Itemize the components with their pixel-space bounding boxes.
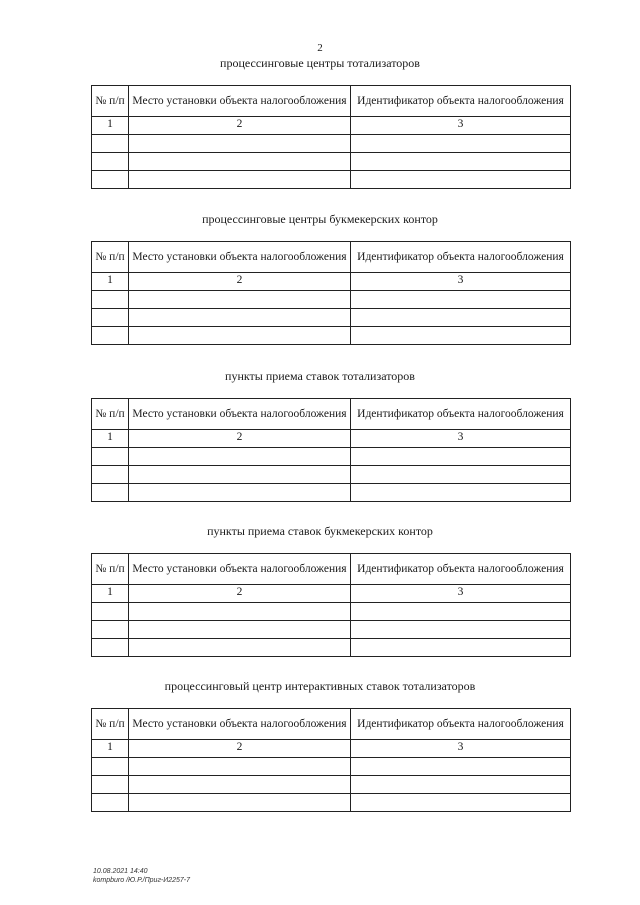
table-header-row [92,709,571,740]
cell-num[interactable] [92,758,129,776]
header-identifier: Идентификатор объекта налогообложения [351,554,571,585]
header-identifier: Идентификатор объекта налогообложения [351,399,571,430]
cell-num[interactable] [92,135,129,153]
cell-num[interactable] [92,639,129,657]
cell-identifier[interactable] [351,448,571,466]
table-header-row [92,399,571,430]
column-number-row [92,585,571,603]
cell-num[interactable] [92,327,129,345]
cell-place[interactable] [129,776,351,794]
cell-identifier[interactable] [351,794,571,812]
cell-identifier[interactable] [351,153,571,171]
table-row [92,794,571,812]
tax-object-table [91,398,571,502]
cell-identifier[interactable] [351,776,571,794]
table-row [92,153,571,171]
cell-identifier[interactable] [351,639,571,657]
table-row [92,327,571,345]
table-row [92,291,571,309]
column-number: 1 [92,740,129,758]
cell-identifier[interactable] [351,135,571,153]
column-number-row [92,430,571,448]
table-row [92,135,571,153]
cell-place[interactable] [129,135,351,153]
column-number: 3 [351,585,571,603]
section-title: пункты приема ставок букмекерских контор [207,524,433,538]
column-number-row [92,740,571,758]
header-place: Место установки объекта налогообложения [129,242,351,273]
column-number: 3 [351,273,571,291]
cell-place[interactable] [129,448,351,466]
table-row [92,639,571,657]
cell-num[interactable] [92,794,129,812]
header-num: № п/п [92,242,129,273]
header-place: Место установки объекта налогообложения [129,709,351,740]
table-row [92,758,571,776]
column-number: 2 [129,117,351,135]
cell-identifier[interactable] [351,171,571,189]
column-number: 2 [129,430,351,448]
table-row [92,448,571,466]
column-number: 1 [92,585,129,603]
table-header-row [92,242,571,273]
cell-place[interactable] [129,484,351,502]
page-number: 2 [317,42,323,54]
table-row [92,484,571,502]
cell-place[interactable] [129,794,351,812]
table-row [92,603,571,621]
column-number: 3 [351,740,571,758]
column-number: 2 [129,273,351,291]
cell-place[interactable] [129,466,351,484]
section-title: процессинговые центры тотализаторов [220,56,420,70]
cell-num[interactable] [92,621,129,639]
cell-identifier[interactable] [351,466,571,484]
section-title: процессинговый центр интерактивных ставок тотализаторов [164,679,476,693]
cell-num[interactable] [92,776,129,794]
table-header-row [92,554,571,585]
cell-identifier[interactable] [351,758,571,776]
table-row [92,621,571,639]
footer-source: kompburo /Ю.Р./Приг-И2257-7 [93,877,191,884]
footer [93,867,190,885]
column-number-row [92,273,571,291]
cell-num[interactable] [92,448,129,466]
cell-num[interactable] [92,484,129,502]
table-row [92,466,571,484]
header-identifier: Идентификатор объекта налогообложения [351,709,571,740]
column-number: 1 [92,117,129,135]
table-row [92,309,571,327]
header-place: Место установки объекта налогообложения [129,399,351,430]
table-row [92,776,571,794]
cell-num[interactable] [92,466,129,484]
cell-place[interactable] [129,639,351,657]
cell-place[interactable] [129,171,351,189]
cell-place[interactable] [129,621,351,639]
header-num: № п/п [92,709,129,740]
column-number: 2 [129,740,351,758]
cell-identifier[interactable] [351,309,571,327]
table-row [92,171,571,189]
header-num: № п/п [92,554,129,585]
cell-num[interactable] [92,291,129,309]
footer-timestamp: 10.08.2021 14:40 [93,868,148,875]
column-number: 2 [129,585,351,603]
header-place: Место установки объекта налогообложения [129,554,351,585]
cell-place[interactable] [129,291,351,309]
cell-place[interactable] [129,309,351,327]
tax-object-table [91,85,571,189]
column-number: 3 [351,117,571,135]
tax-object-table [91,553,571,657]
tax-object-table [91,708,571,812]
cell-place[interactable] [129,758,351,776]
section-title: процессинговые центры букмекерских контор [202,212,438,226]
cell-place[interactable] [129,603,351,621]
cell-identifier[interactable] [351,327,571,345]
column-number: 1 [92,430,129,448]
cell-identifier[interactable] [351,603,571,621]
header-num: № п/п [92,86,129,117]
table-header-row [92,86,571,117]
tax-object-table [91,241,571,345]
section-title: пункты приема ставок тотализаторов [225,369,415,383]
cell-identifier[interactable] [351,291,571,309]
header-identifier: Идентификатор объекта налогообложения [351,242,571,273]
column-number: 3 [351,430,571,448]
cell-num[interactable] [92,171,129,189]
cell-place[interactable] [129,153,351,171]
header-identifier: Идентификатор объекта налогообложения [351,86,571,117]
cell-num[interactable] [92,309,129,327]
column-number: 1 [92,273,129,291]
cell-num[interactable] [92,603,129,621]
cell-identifier[interactable] [351,484,571,502]
header-num: № п/п [92,399,129,430]
cell-identifier[interactable] [351,621,571,639]
cell-num[interactable] [92,153,129,171]
column-number-row [92,117,571,135]
cell-place[interactable] [129,327,351,345]
header-place: Место установки объекта налогообложения [129,86,351,117]
